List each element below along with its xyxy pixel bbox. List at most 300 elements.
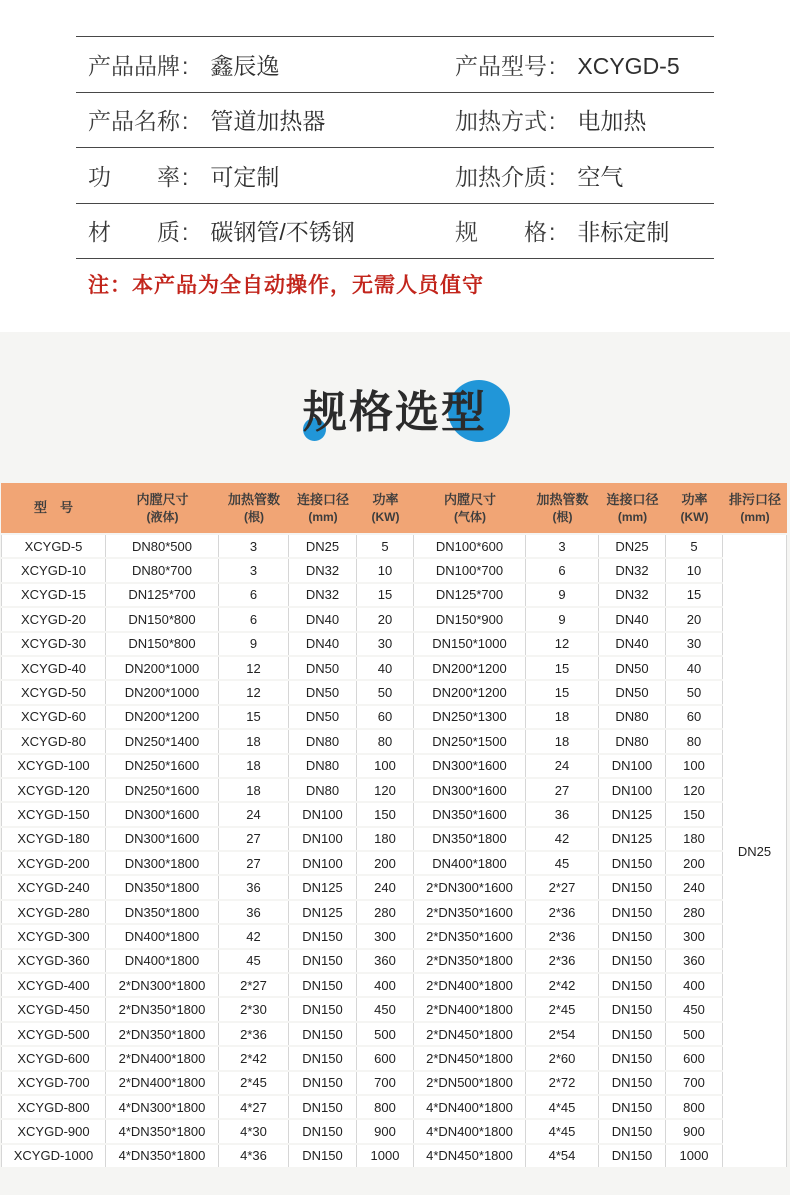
spec-cell: 2*27: [219, 974, 289, 996]
info-cell: [76, 214, 455, 247]
spec-row: [1, 876, 787, 898]
spec-cell: 15: [357, 584, 414, 606]
drain-diameter-cell: DN25: [723, 535, 787, 1167]
info-cell: [76, 48, 455, 81]
spec-cell: XCYGD-5: [1, 535, 106, 557]
spec-cell: 2*36: [219, 1023, 289, 1045]
spec-cell: DN150: [599, 1072, 666, 1094]
spec-cell: DN150: [289, 974, 357, 996]
spec-cell: 2*36: [526, 950, 599, 972]
spec-row: [1, 535, 787, 557]
spec-cell: XCYGD-100: [1, 755, 106, 777]
spec-cell: 3: [219, 559, 289, 581]
info-row: [76, 204, 714, 260]
spec-cell: DN150: [599, 925, 666, 947]
spec-row: [1, 706, 787, 728]
spec-cell: XCYGD-1000: [1, 1145, 106, 1167]
spec-cell: 400: [666, 974, 723, 996]
product-note: 注：本产品为全自动操作，无需人员值守: [88, 273, 484, 297]
info-row: [76, 37, 714, 93]
colon: :: [182, 219, 189, 246]
spec-cell: XCYGD-500: [1, 1023, 106, 1045]
spec-header-row: [1, 483, 787, 533]
colon: :: [549, 108, 556, 135]
spec-cell: 2*DN350*1600: [414, 901, 526, 923]
spec-cell: 200: [666, 852, 723, 874]
spec-cell: DN150: [289, 1120, 357, 1142]
spec-cell: 2*DN300*1800: [106, 974, 219, 996]
spec-row: [1, 1072, 787, 1094]
spec-cell: XCYGD-60: [1, 706, 106, 728]
spec-cell: 5: [357, 535, 414, 557]
spec-cell: 2*36: [526, 901, 599, 923]
spec-cell: DN80*700: [106, 559, 219, 581]
spec-cell: 27: [526, 779, 599, 801]
spec-cell: 400: [357, 974, 414, 996]
spec-cell: 900: [357, 1120, 414, 1142]
spec-cell: 2*DN400*1800: [414, 998, 526, 1020]
spec-cell: DN150: [599, 901, 666, 923]
info-value: 碳钢管/不锈钢: [210, 219, 355, 246]
spec-table-header: [1, 483, 787, 533]
spec-cell: DN200*1000: [106, 657, 219, 679]
spec-cell: 450: [357, 998, 414, 1020]
spec-cell: 2*DN500*1800: [414, 1072, 526, 1094]
spec-cell: DN32: [289, 559, 357, 581]
spec-cell: XCYGD-200: [1, 852, 106, 874]
spec-cell: 24: [526, 755, 599, 777]
spec-cell: DN32: [599, 584, 666, 606]
spec-cell: DN150: [289, 1072, 357, 1094]
spec-cell: DN125*700: [106, 584, 219, 606]
spec-cell: DN150: [289, 925, 357, 947]
spec-cell: 240: [666, 876, 723, 898]
spec-cell: XCYGD-120: [1, 779, 106, 801]
spec-cell: 300: [666, 925, 723, 947]
spec-cell: 2*72: [526, 1072, 599, 1094]
spec-cell: DN350*1600: [414, 803, 526, 825]
spec-cell: DN25: [599, 535, 666, 557]
spec-cell: 80: [357, 730, 414, 752]
spec-cell: 60: [357, 706, 414, 728]
spec-cell: 700: [666, 1072, 723, 1094]
info-value: 鑫辰逸: [210, 52, 280, 79]
spec-cell: 9: [526, 584, 599, 606]
spec-cell: 600: [666, 1047, 723, 1069]
spec-cell: 2*DN400*1800: [106, 1047, 219, 1069]
info-cell: [455, 48, 714, 81]
colon: :: [182, 108, 189, 135]
info-label: 材质: [88, 219, 180, 246]
spec-cell: DN80*500: [106, 535, 219, 557]
spec-cell: 2*DN300*1600: [414, 876, 526, 898]
spec-cell: 60: [666, 706, 723, 728]
spec-selection-section: [0, 332, 790, 1195]
spec-cell: 360: [357, 950, 414, 972]
spec-cell: 900: [666, 1120, 723, 1142]
spec-cell: 2*DN350*1800: [414, 950, 526, 972]
spec-cell: 4*DN300*1800: [106, 1096, 219, 1118]
spec-cell: DN150: [289, 950, 357, 972]
spec-cell: DN150: [599, 1145, 666, 1167]
spec-cell: DN150*1000: [414, 633, 526, 655]
spec-cell: DN200*1200: [414, 681, 526, 703]
spec-cell: 9: [526, 608, 599, 630]
spec-cell: 50: [357, 681, 414, 703]
spec-cell: DN125: [599, 803, 666, 825]
spec-cell: 18: [219, 755, 289, 777]
spec-cell: DN150: [289, 998, 357, 1020]
spec-cell: DN40: [599, 608, 666, 630]
info-cell: [455, 159, 714, 192]
spec-row: [1, 828, 787, 850]
spec-row: [1, 852, 787, 874]
spec-cell: DN400*1800: [414, 852, 526, 874]
spec-cell: 100: [357, 755, 414, 777]
spec-cell: DN80: [289, 755, 357, 777]
spec-header-cell: 连接口径 (mm): [289, 483, 357, 533]
spec-cell: 700: [357, 1072, 414, 1094]
spec-row: [1, 657, 787, 679]
spec-cell: DN125: [289, 876, 357, 898]
spec-cell: 30: [357, 633, 414, 655]
spec-header-cell: 加热管数 (根): [526, 483, 599, 533]
spec-cell: XCYGD-10: [1, 559, 106, 581]
spec-cell: DN80: [599, 730, 666, 752]
spec-row: [1, 755, 787, 777]
spec-cell: DN400*1800: [106, 925, 219, 947]
spec-cell: 12: [219, 681, 289, 703]
spec-cell: 150: [357, 803, 414, 825]
spec-cell: DN50: [289, 706, 357, 728]
spec-cell: DN50: [599, 657, 666, 679]
spec-header-cell: 内膛尺寸 (气体): [414, 483, 526, 533]
spec-row: [1, 901, 787, 923]
spec-cell: 2*42: [219, 1047, 289, 1069]
spec-cell: DN150*900: [414, 608, 526, 630]
spec-cell: DN150*800: [106, 633, 219, 655]
spec-cell: XCYGD-280: [1, 901, 106, 923]
spec-cell: 2*30: [219, 998, 289, 1020]
spec-cell: 300: [357, 925, 414, 947]
spec-cell: XCYGD-150: [1, 803, 106, 825]
spec-cell: 10: [666, 559, 723, 581]
info-label: 加热方式: [455, 108, 547, 135]
spec-cell: DN150: [599, 876, 666, 898]
colon: :: [549, 52, 556, 79]
spec-row: [1, 730, 787, 752]
spec-cell: XCYGD-700: [1, 1072, 106, 1094]
spec-cell: 2*DN450*1800: [414, 1047, 526, 1069]
spec-cell: DN100: [599, 755, 666, 777]
spec-cell: 45: [219, 950, 289, 972]
spec-cell: DN80: [289, 779, 357, 801]
spec-cell: DN250*1500: [414, 730, 526, 752]
spec-row: [1, 998, 787, 1020]
spec-cell: DN250*1400: [106, 730, 219, 752]
info-value: 电加热: [577, 108, 647, 135]
spec-cell: 4*45: [526, 1096, 599, 1118]
spec-cell: DN50: [599, 681, 666, 703]
spec-cell: 18: [526, 706, 599, 728]
spec-row: [1, 633, 787, 655]
spec-cell: DN100: [289, 803, 357, 825]
info-row: [76, 148, 714, 204]
spec-cell: 600: [357, 1047, 414, 1069]
spec-cell: 360: [666, 950, 723, 972]
spec-cell: 2*36: [526, 925, 599, 947]
info-value: 管道加热器: [210, 108, 326, 135]
info-label: 规格: [455, 219, 547, 246]
spec-cell: DN125: [599, 828, 666, 850]
info-label: 产品品牌: [88, 52, 180, 79]
spec-cell: DN125*700: [414, 584, 526, 606]
spec-cell: DN200*1000: [106, 681, 219, 703]
spec-cell: DN40: [289, 608, 357, 630]
spec-cell: XCYGD-80: [1, 730, 106, 752]
spec-cell: 42: [219, 925, 289, 947]
spec-cell: DN150: [599, 950, 666, 972]
spec-cell: 2*DN350*1600: [414, 925, 526, 947]
spec-cell: XCYGD-300: [1, 925, 106, 947]
spec-row: [1, 974, 787, 996]
spec-cell: 45: [526, 852, 599, 874]
spec-cell: XCYGD-800: [1, 1096, 106, 1118]
spec-cell: 15: [219, 706, 289, 728]
spec-cell: DN300*1600: [106, 828, 219, 850]
colon: :: [182, 52, 189, 79]
spec-row: [1, 1047, 787, 1069]
colon: :: [182, 163, 189, 190]
spec-cell: XCYGD-20: [1, 608, 106, 630]
spec-header-cell: 排污口径 (mm): [723, 483, 787, 533]
spec-cell: 800: [357, 1096, 414, 1118]
spec-cell: 2*DN400*1800: [106, 1072, 219, 1094]
spec-cell: 3: [219, 535, 289, 557]
spec-cell: 12: [219, 657, 289, 679]
spec-cell: 40: [666, 657, 723, 679]
spec-cell: DN400*1800: [106, 950, 219, 972]
spec-table: [1, 481, 787, 1169]
spec-cell: 2*DN400*1800: [414, 974, 526, 996]
spec-cell: DN250*1300: [414, 706, 526, 728]
spec-cell: 18: [219, 730, 289, 752]
spec-cell: 15: [526, 657, 599, 679]
spec-cell: 500: [666, 1023, 723, 1045]
spec-cell: XCYGD-900: [1, 1120, 106, 1142]
info-cell: [76, 103, 455, 136]
spec-cell: 24: [219, 803, 289, 825]
spec-cell: DN250*1600: [106, 779, 219, 801]
spec-header-cell: 加热管数 (根): [219, 483, 289, 533]
spec-cell: 15: [526, 681, 599, 703]
spec-cell: 800: [666, 1096, 723, 1118]
spec-cell: 2*DN350*1800: [106, 998, 219, 1020]
spec-cell: 9: [219, 633, 289, 655]
spec-cell: DN200*1200: [414, 657, 526, 679]
spec-cell: DN125: [289, 901, 357, 923]
spec-cell: 4*54: [526, 1145, 599, 1167]
spec-cell: 20: [357, 608, 414, 630]
info-cell: [455, 103, 714, 136]
spec-table-body: [1, 535, 787, 1167]
spec-cell: DN150: [289, 1145, 357, 1167]
spec-cell: DN100*700: [414, 559, 526, 581]
spec-cell: DN32: [599, 559, 666, 581]
colon: :: [549, 219, 556, 246]
spec-cell: DN150: [599, 852, 666, 874]
spec-cell: XCYGD-450: [1, 998, 106, 1020]
spec-cell: 450: [666, 998, 723, 1020]
spec-cell: 36: [526, 803, 599, 825]
spec-cell: 18: [219, 779, 289, 801]
spec-cell: XCYGD-600: [1, 1047, 106, 1069]
spec-row: [1, 803, 787, 825]
info-label: 产品型号: [455, 52, 547, 79]
spec-cell: 180: [357, 828, 414, 850]
spec-cell: 240: [357, 876, 414, 898]
spec-cell: 4*DN350*1800: [106, 1145, 219, 1167]
info-value: 非标定制: [577, 219, 670, 246]
spec-row: [1, 559, 787, 581]
spec-cell: DN300*1800: [106, 852, 219, 874]
spec-cell: 4*DN350*1800: [106, 1120, 219, 1142]
spec-cell: XCYGD-400: [1, 974, 106, 996]
product-info-section: [0, 0, 790, 332]
section-title: 规格选型: [303, 388, 487, 437]
spec-cell: 280: [357, 901, 414, 923]
info-label: 加热介质: [455, 163, 547, 190]
spec-cell: XCYGD-40: [1, 657, 106, 679]
spec-cell: DN200*1200: [106, 706, 219, 728]
info-cell: [455, 214, 714, 247]
spec-cell: 4*45: [526, 1120, 599, 1142]
spec-cell: XCYGD-360: [1, 950, 106, 972]
spec-cell: DN300*1600: [414, 779, 526, 801]
spec-cell: 40: [357, 657, 414, 679]
spec-cell: DN50: [289, 681, 357, 703]
spec-row: [1, 608, 787, 630]
product-info-table: [76, 36, 714, 259]
spec-cell: 2*DN450*1800: [414, 1023, 526, 1045]
info-cell: [76, 159, 455, 192]
spec-cell: XCYGD-50: [1, 681, 106, 703]
spec-cell: DN300*1600: [106, 803, 219, 825]
spec-cell: 18: [526, 730, 599, 752]
spec-cell: 42: [526, 828, 599, 850]
spec-cell: DN250*1600: [106, 755, 219, 777]
spec-header-cell: 内膛尺寸 (液体): [106, 483, 219, 533]
info-value: 可定制: [210, 163, 280, 190]
spec-cell: 15: [666, 584, 723, 606]
spec-cell: 4*DN400*1800: [414, 1096, 526, 1118]
spec-cell: 6: [526, 559, 599, 581]
spec-cell: 3: [526, 535, 599, 557]
spec-cell: DN100: [599, 779, 666, 801]
spec-cell: XCYGD-240: [1, 876, 106, 898]
spec-cell: DN150: [599, 1023, 666, 1045]
spec-cell: XCYGD-180: [1, 828, 106, 850]
spec-cell: DN80: [599, 706, 666, 728]
spec-cell: 20: [666, 608, 723, 630]
spec-cell: 10: [357, 559, 414, 581]
spec-cell: 6: [219, 584, 289, 606]
spec-cell: 27: [219, 852, 289, 874]
spec-row: [1, 681, 787, 703]
spec-cell: DN150: [599, 1047, 666, 1069]
spec-cell: XCYGD-30: [1, 633, 106, 655]
spec-cell: 120: [666, 779, 723, 801]
spec-cell: 50: [666, 681, 723, 703]
spec-row: [1, 1023, 787, 1045]
spec-row: [1, 950, 787, 972]
spec-cell: 4*27: [219, 1096, 289, 1118]
spec-cell: DN150: [599, 998, 666, 1020]
spec-cell: 280: [666, 901, 723, 923]
colon: :: [549, 163, 556, 190]
info-value: 空气: [577, 163, 624, 190]
spec-cell: 100: [666, 755, 723, 777]
spec-row: [1, 1096, 787, 1118]
spec-cell: 2*45: [526, 998, 599, 1020]
spec-cell: DN100: [289, 828, 357, 850]
spec-header-cell: 连接口径 (mm): [599, 483, 666, 533]
spec-cell: 27: [219, 828, 289, 850]
spec-cell: 200: [357, 852, 414, 874]
spec-cell: 180: [666, 828, 723, 850]
spec-cell: 12: [526, 633, 599, 655]
spec-cell: 80: [666, 730, 723, 752]
spec-cell: 2*54: [526, 1023, 599, 1045]
spec-cell: 2*DN350*1800: [106, 1023, 219, 1045]
spec-cell: DN350*1800: [106, 901, 219, 923]
spec-cell: 30: [666, 633, 723, 655]
spec-cell: XCYGD-15: [1, 584, 106, 606]
spec-cell: 2*60: [526, 1047, 599, 1069]
spec-cell: 2*45: [219, 1072, 289, 1094]
spec-row: [1, 584, 787, 606]
spec-cell: 1000: [357, 1145, 414, 1167]
spec-cell: DN40: [289, 633, 357, 655]
spec-cell: 4*30: [219, 1120, 289, 1142]
spec-cell: DN150: [289, 1023, 357, 1045]
spec-cell: DN150: [599, 1120, 666, 1142]
spec-cell: DN150: [599, 974, 666, 996]
spec-row: [1, 1120, 787, 1142]
spec-cell: 500: [357, 1023, 414, 1045]
spec-cell: 2*42: [526, 974, 599, 996]
spec-cell: 36: [219, 901, 289, 923]
spec-cell: DN25: [289, 535, 357, 557]
spec-cell: DN150: [289, 1096, 357, 1118]
spec-cell: DN350*1800: [414, 828, 526, 850]
section-title-block: [0, 380, 790, 446]
info-label: 产品名称: [88, 108, 180, 135]
info-row: [76, 93, 714, 149]
spec-cell: 6: [219, 608, 289, 630]
spec-cell: DN100: [289, 852, 357, 874]
spec-cell: DN80: [289, 730, 357, 752]
spec-cell: DN300*1600: [414, 755, 526, 777]
spec-cell: DN50: [289, 657, 357, 679]
spec-cell: DN32: [289, 584, 357, 606]
spec-row: [1, 1145, 787, 1167]
spec-cell: 36: [219, 876, 289, 898]
spec-row: [1, 925, 787, 947]
spec-cell: 120: [357, 779, 414, 801]
spec-cell: 2*27: [526, 876, 599, 898]
spec-cell: DN150*800: [106, 608, 219, 630]
